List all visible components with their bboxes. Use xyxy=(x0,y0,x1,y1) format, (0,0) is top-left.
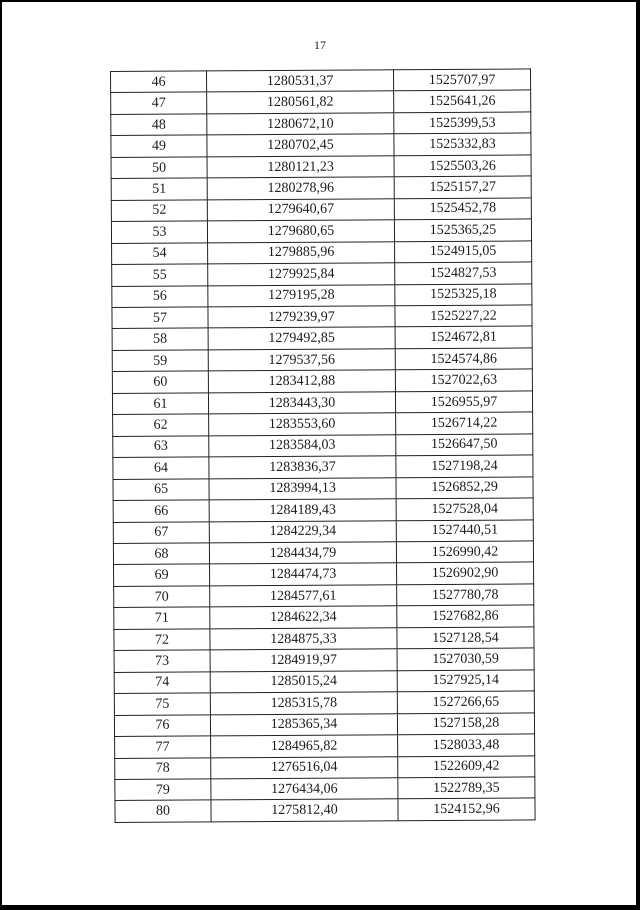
x-coordinate-cell: 1279492,85 xyxy=(208,327,395,350)
y-coordinate-cell: 1528033,48 xyxy=(398,734,535,756)
y-coordinate-cell: 1525157,27 xyxy=(394,176,531,198)
point-number-cell: 52 xyxy=(111,200,207,222)
table-row xyxy=(114,627,534,651)
table-row xyxy=(112,391,532,415)
table-row xyxy=(113,434,533,458)
y-coordinate-cell: 1526647,50 xyxy=(396,434,533,456)
x-coordinate-cell: 1280702,45 xyxy=(207,134,394,157)
point-number-cell: 69 xyxy=(114,564,210,586)
y-coordinate-cell: 1525332,83 xyxy=(394,133,531,155)
y-coordinate-cell: 1525399,53 xyxy=(394,112,531,134)
table-row xyxy=(111,133,531,157)
scan-edge-top xyxy=(0,0,640,2)
table-row xyxy=(111,112,531,136)
y-coordinate-cell: 1525707,97 xyxy=(393,69,530,91)
point-number-cell: 73 xyxy=(114,650,210,672)
point-number-cell: 75 xyxy=(114,693,210,715)
x-coordinate-cell: 1280531,37 xyxy=(207,70,394,93)
y-coordinate-cell: 1527925,14 xyxy=(397,670,534,692)
point-number-cell: 65 xyxy=(113,479,209,501)
y-coordinate-cell: 1527528,04 xyxy=(396,498,533,520)
table-row xyxy=(115,777,535,801)
point-number-cell: 54 xyxy=(112,243,208,265)
x-coordinate-cell: 1279680,65 xyxy=(207,220,394,243)
point-number-cell: 72 xyxy=(114,629,210,651)
x-coordinate-cell: 1283994,13 xyxy=(209,477,396,500)
table-row xyxy=(113,498,533,522)
point-number-cell: 58 xyxy=(112,328,208,350)
table-row xyxy=(111,176,531,200)
point-number-cell: 63 xyxy=(113,436,209,458)
x-coordinate-cell: 1284875,33 xyxy=(210,628,397,651)
scan-edge-bottom xyxy=(0,905,640,910)
table-row xyxy=(113,519,533,543)
y-coordinate-cell: 1527682,86 xyxy=(397,605,534,627)
x-coordinate-cell: 1280672,10 xyxy=(207,113,394,136)
x-coordinate-cell: 1284189,43 xyxy=(209,499,396,522)
point-number-cell: 57 xyxy=(112,307,208,329)
x-coordinate-cell: 1284919,97 xyxy=(210,649,397,672)
table-row xyxy=(112,241,532,265)
x-coordinate-cell: 1284577,61 xyxy=(210,585,397,608)
y-coordinate-cell: 1524152,96 xyxy=(398,798,535,820)
y-coordinate-cell: 1522789,35 xyxy=(398,777,535,799)
table-row xyxy=(114,584,534,608)
point-number-cell: 68 xyxy=(113,543,209,565)
point-number-cell: 74 xyxy=(114,672,210,694)
y-coordinate-cell: 1527128,54 xyxy=(397,627,534,649)
y-coordinate-cell: 1526852,29 xyxy=(396,477,533,499)
table-row xyxy=(112,326,532,350)
table-row xyxy=(113,455,533,479)
table-row xyxy=(112,283,532,307)
y-coordinate-cell: 1526990,42 xyxy=(396,541,533,563)
y-coordinate-cell: 1525452,78 xyxy=(394,198,531,220)
y-coordinate-cell: 1527440,51 xyxy=(396,519,533,541)
x-coordinate-cell: 1279195,28 xyxy=(208,284,395,307)
x-coordinate-cell: 1276516,04 xyxy=(211,756,398,779)
x-coordinate-cell: 1284434,79 xyxy=(209,542,396,565)
x-coordinate-cell: 1280278,96 xyxy=(207,177,394,200)
point-number-cell: 64 xyxy=(113,457,209,479)
x-coordinate-cell: 1285365,34 xyxy=(210,713,397,736)
point-number-cell: 55 xyxy=(112,264,208,286)
x-coordinate-cell: 1283584,03 xyxy=(209,434,396,457)
x-coordinate-cell: 1279537,56 xyxy=(208,349,395,372)
x-coordinate-cell: 1284965,82 xyxy=(211,735,398,758)
point-number-cell: 71 xyxy=(114,607,210,629)
x-coordinate-cell: 1276434,06 xyxy=(211,778,398,801)
table-row xyxy=(111,198,531,222)
page-number: 17 xyxy=(314,38,326,52)
y-coordinate-cell: 1527780,78 xyxy=(397,584,534,606)
x-coordinate-cell: 1285015,24 xyxy=(210,670,397,693)
x-coordinate-cell: 1279640,67 xyxy=(207,198,394,221)
table-row xyxy=(114,691,534,715)
table-row xyxy=(114,713,534,737)
table-row xyxy=(114,648,534,672)
y-coordinate-cell: 1527266,65 xyxy=(397,691,534,713)
x-coordinate-cell: 1283443,30 xyxy=(208,392,395,415)
y-coordinate-cell: 1526902,90 xyxy=(397,562,534,584)
table-row xyxy=(114,562,534,586)
table-row xyxy=(115,734,535,758)
table-row xyxy=(113,541,533,565)
point-number-cell: 67 xyxy=(113,521,209,543)
x-coordinate-cell: 1275812,40 xyxy=(211,799,398,822)
point-number-cell: 53 xyxy=(111,221,207,243)
x-coordinate-cell: 1285315,78 xyxy=(210,692,397,715)
y-coordinate-cell: 1525365,25 xyxy=(394,219,531,241)
point-number-cell: 46 xyxy=(111,71,207,93)
point-number-cell: 47 xyxy=(111,92,207,114)
point-number-cell: 60 xyxy=(112,371,208,393)
y-coordinate-cell: 1527022,63 xyxy=(395,369,532,391)
table-row xyxy=(111,90,531,114)
table-row xyxy=(114,670,534,694)
x-coordinate-cell: 1283836,37 xyxy=(209,456,396,479)
point-number-cell: 77 xyxy=(115,736,211,758)
y-coordinate-cell: 1524827,53 xyxy=(395,262,532,284)
scan-edge-left xyxy=(0,0,2,910)
point-number-cell: 79 xyxy=(115,779,211,801)
point-number-cell: 78 xyxy=(115,757,211,779)
table-row xyxy=(115,755,535,779)
coordinates-table xyxy=(110,68,536,823)
y-coordinate-cell: 1526955,97 xyxy=(395,391,532,413)
x-coordinate-cell: 1280121,23 xyxy=(207,156,394,179)
x-coordinate-cell: 1279885,96 xyxy=(208,241,395,264)
x-coordinate-cell: 1284622,34 xyxy=(210,606,397,629)
point-number-cell: 59 xyxy=(112,350,208,372)
table-row xyxy=(112,348,532,372)
table-row xyxy=(112,305,532,329)
table-row xyxy=(112,369,532,393)
x-coordinate-cell: 1279925,84 xyxy=(208,263,395,286)
table-row xyxy=(113,477,533,501)
point-number-cell: 76 xyxy=(114,714,210,736)
y-coordinate-cell: 1524915,05 xyxy=(395,241,532,263)
point-number-cell: 66 xyxy=(113,500,209,522)
x-coordinate-cell: 1283553,60 xyxy=(209,413,396,436)
y-coordinate-cell: 1524672,81 xyxy=(395,326,532,348)
point-number-cell: 62 xyxy=(113,414,209,436)
table-row xyxy=(111,69,531,93)
y-coordinate-cell: 1525325,18 xyxy=(395,283,532,305)
point-number-cell: 48 xyxy=(111,114,207,136)
scan-edge-right xyxy=(636,0,640,910)
y-coordinate-cell: 1522609,42 xyxy=(398,755,535,777)
table-row xyxy=(114,605,534,629)
x-coordinate-cell: 1279239,97 xyxy=(208,306,395,329)
table-row xyxy=(112,262,532,286)
x-coordinate-cell: 1284229,34 xyxy=(209,520,396,543)
point-number-cell: 51 xyxy=(111,178,207,200)
table-row xyxy=(115,798,535,822)
point-number-cell: 50 xyxy=(111,157,207,179)
x-coordinate-cell: 1283412,88 xyxy=(208,370,395,393)
table-row xyxy=(111,219,531,243)
table-row xyxy=(113,412,533,436)
y-coordinate-cell: 1525641,26 xyxy=(394,90,531,112)
point-number-cell: 70 xyxy=(114,586,210,608)
y-coordinate-cell: 1526714,22 xyxy=(396,412,533,434)
point-number-cell: 56 xyxy=(112,285,208,307)
point-number-cell: 49 xyxy=(111,135,207,157)
y-coordinate-cell: 1524574,86 xyxy=(395,348,532,370)
y-coordinate-cell: 1527158,28 xyxy=(397,713,534,735)
y-coordinate-cell: 1525227,22 xyxy=(395,305,532,327)
y-coordinate-cell: 1527030,59 xyxy=(397,648,534,670)
y-coordinate-cell: 1527198,24 xyxy=(396,455,533,477)
point-number-cell: 61 xyxy=(112,393,208,415)
x-coordinate-cell: 1284474,73 xyxy=(210,563,397,586)
coordinates-table-body xyxy=(111,69,536,823)
point-number-cell: 80 xyxy=(115,800,211,822)
y-coordinate-cell: 1525503,26 xyxy=(394,155,531,177)
table-row xyxy=(111,155,531,179)
x-coordinate-cell: 1280561,82 xyxy=(207,91,394,114)
